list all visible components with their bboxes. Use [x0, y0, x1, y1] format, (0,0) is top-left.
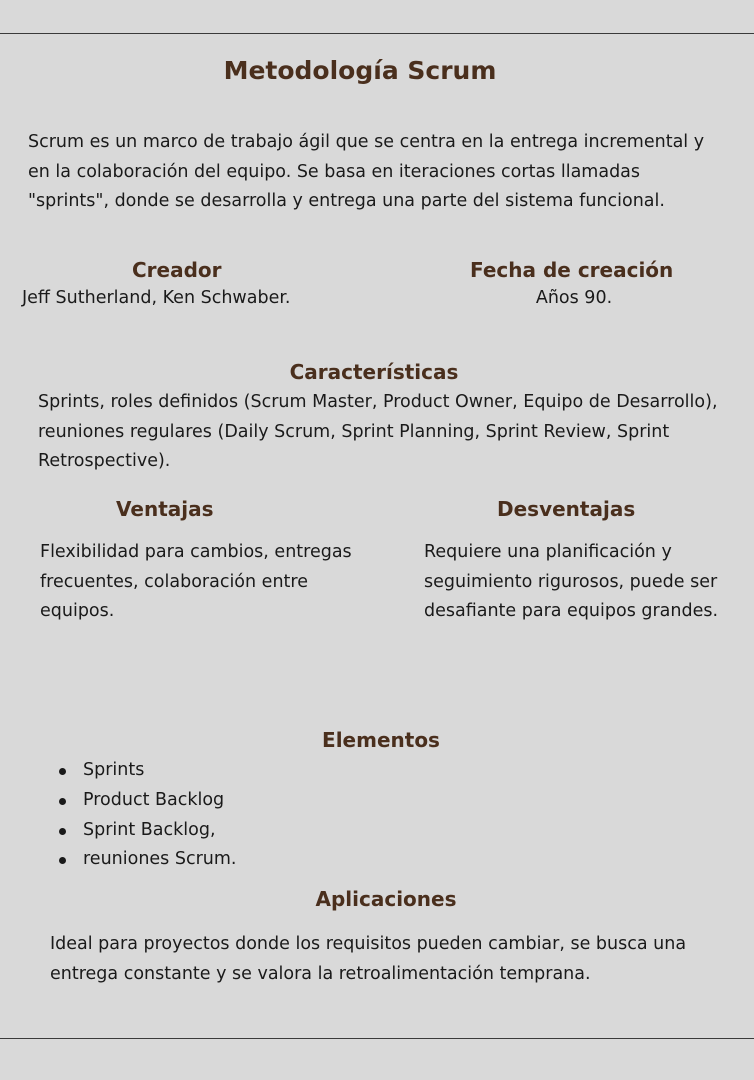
aplicaciones-value: Ideal para proyectos donde los requisitos pueden cambiar, se busca una entrega constante y se valora la retroalimentación temprana.: [50, 934, 687, 984]
fecha-heading: Fecha de creación: [470, 258, 674, 282]
intro-paragraph: Scrum es un marco de trabajo ágil que se centra en la entrega incremental y en la colaboración del equipo. Se basa en iteraciones cortas llamadas "sprints", donde se desarrolla y entrega una parte del sistema funcional.: [28, 132, 705, 211]
fecha-value: Años 90.: [535, 288, 613, 308]
bullet-icon: [59, 768, 66, 775]
desventajas-value: Requiere una planificación y seguimiento rigurosos, puede ser desafiante para equipos grandes.: [424, 542, 719, 621]
creador-value: Jeff Sutherland, Ken Schwaber.: [22, 288, 291, 308]
top-divider: [0, 33, 754, 34]
list-item: [56, 786, 237, 816]
list-item-label: reuniones Scrum.: [83, 849, 237, 870]
bullet-icon: [59, 828, 66, 835]
caracteristicas-heading: Características: [289, 360, 459, 384]
desventajas-heading: Desventajas: [497, 497, 636, 521]
caracteristicas-value: Sprints, roles definidos (Scrum Master, Product Owner, Equipo de Desarrollo), reuniones regulares (Daily Scrum, Sprint Planning, Sprint Review, Sprint Retrospective).: [38, 392, 718, 471]
bullet-icon: [59, 798, 66, 805]
bottom-divider: [0, 1038, 754, 1039]
creador-heading: Creador: [132, 258, 222, 282]
list-item: [56, 845, 237, 875]
elementos-list: [56, 756, 237, 875]
elementos-heading: Elementos: [322, 728, 440, 752]
list-item-label: Product Backlog: [83, 789, 225, 810]
list-item: [56, 756, 237, 786]
aplicaciones-heading: Aplicaciones: [315, 887, 457, 911]
ventajas-heading: Ventajas: [116, 497, 214, 521]
list-item: [56, 816, 237, 846]
page-title: Metodología Scrum: [223, 56, 497, 85]
list-item-label: Sprint Backlog,: [83, 819, 216, 840]
ventajas-value: Flexibilidad para cambios, entregas frecuentes, colaboración entre equipos.: [40, 542, 352, 621]
list-item-label: Sprints: [83, 760, 145, 780]
bullet-icon: [59, 857, 66, 864]
